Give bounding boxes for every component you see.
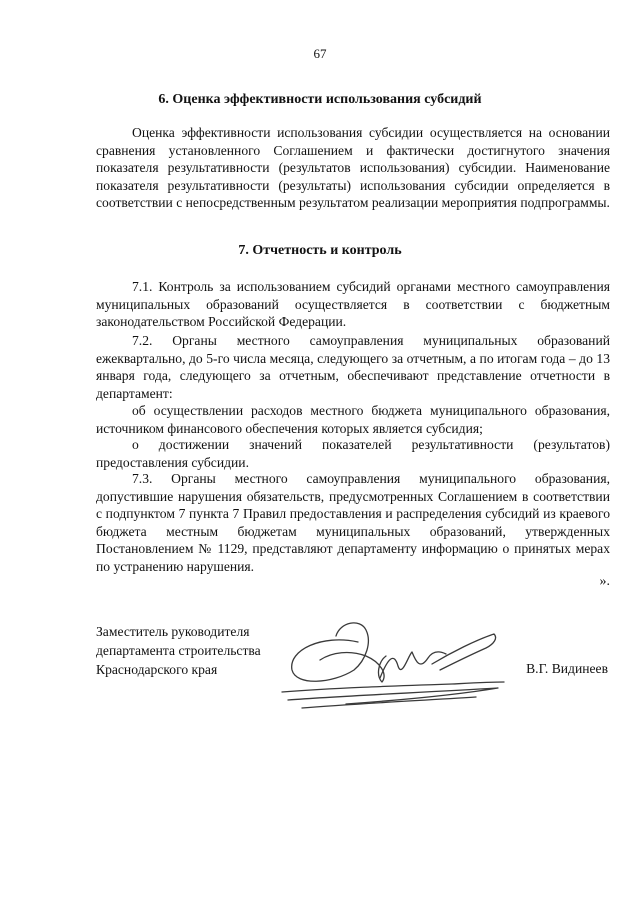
- signer-name: В.Г. Видинеев: [526, 661, 608, 676]
- page-number: 67: [313, 46, 327, 61]
- section-6-title: 6. Оценка эффективности использования субсидий: [158, 92, 482, 107]
- paragraph-7-2: 7.2. Органы местного самоуправления муниципальных образований ежеквартально, до 5-го числа месяца, следующего за отчетным, а по итогам года – до 13 января года, следующего за отчетным, обеспечивают представление отчетности в департамент:: [96, 333, 610, 401]
- section-6-paragraph: Оценка эффективности использования субсидии осуществляется на основании сравнения установленного Соглашением и фактически достигнутого значения показателя результативности (результатов использования) субсидии. Наименование показателя результативности (результаты) использования субсидии определяется в соответствии с непосредственным результатом реализации мероприятия подпрограммы.: [96, 125, 610, 210]
- signatory-position: [96, 622, 261, 679]
- signatory-position-line: департамента строительства: [96, 643, 261, 658]
- handwritten-signature: [262, 612, 522, 722]
- closing-quote-mark: ».: [599, 574, 610, 589]
- signatory-position-line: Краснодарского края: [96, 662, 218, 677]
- paragraph-7-2-indicators: о достижении значений показателей результативности (результатов) предоставления субсидии.: [96, 437, 610, 470]
- paragraph-7-1: 7.1. Контроль за использованием субсидий органами местного самоуправления муниципальных образований осуществляется в соответствии с бюджетным законодательством Российской Федерации.: [96, 279, 610, 329]
- signatory-position-line: Заместитель руководителя: [96, 624, 250, 639]
- section-7-title: 7. Отчетность и контроль: [238, 243, 402, 258]
- paragraph-7-3: 7.3. Органы местного самоуправления муниципального образования, допустившие нарушения обязательств, предусмотренных Соглашением в соответствии с подпунктом 7 пункта 7 Правил предоставления и распределения субсидий из краевого бюджета местным бюджетам муниципальных образований, утвержденных Постановлением № 1129, представляют департаменту информацию о принятых мерах по устранению нарушения.: [96, 471, 610, 574]
- paragraph-7-2-expenses: об осуществлении расходов местного бюджета муниципального образования, источником финансового обеспечения которых является субсидия;: [96, 403, 610, 436]
